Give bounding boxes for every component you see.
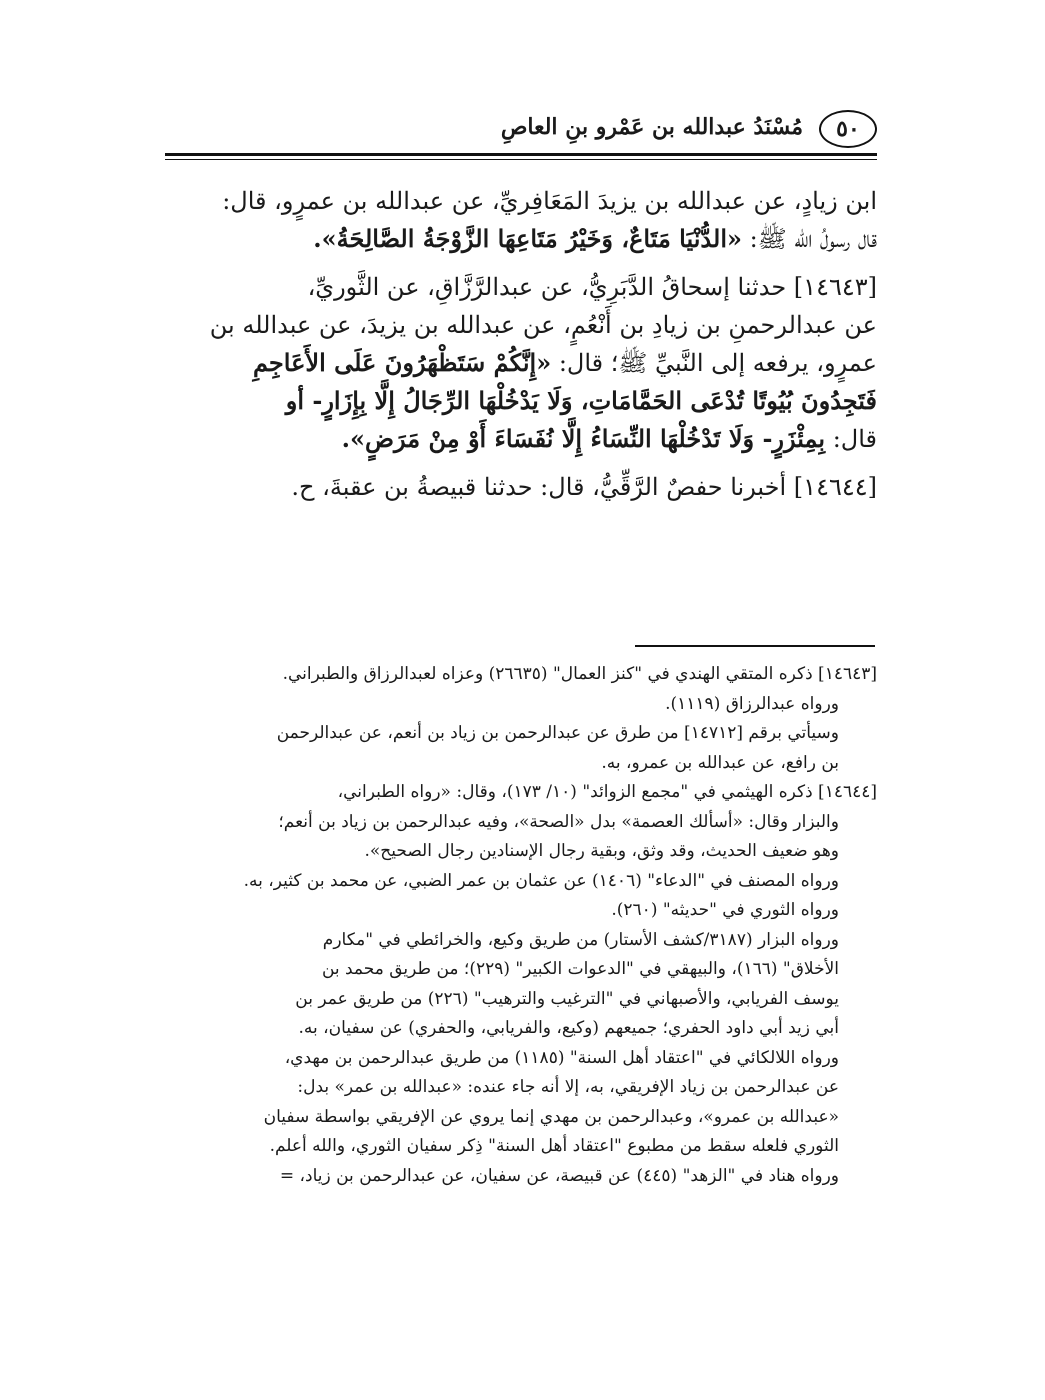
footnote-line: وهو ضعيف الحديث، وقد وثق، وبقية رجال الإسنادين رجال الصحيح».	[364, 841, 839, 861]
footnote-line: والبزار وقال: «أسألك العصمة» بدل «الصحة»، وفيه عبدالرحمن بن زياد بن أنعم؛	[278, 811, 839, 832]
text-span: عمرٍو، يرفعه إلى النَّبيِّ ﷺ؛ قال:	[551, 349, 877, 377]
footnote-line: «عبدالله بن عمرو»، وعبدالرحمن بن مهدي إنما يروي عن الإفريقي بواسطة سفيان	[263, 1106, 839, 1127]
footnote-line: يوسف الفريابي، والأصبهاني في "الترغيب والترهيب" (٢٢٦) من طريق عمر بن	[295, 988, 839, 1009]
footnote-line: ورواه عبدالرزاق (١١١٩).	[665, 693, 839, 714]
hadith-quote: «الدُّنْيَا مَتَاعٌ، وَخَيْرُ مَتَاعِهَا الزَّوْجَةُ الصَّالِحَةُ».	[313, 224, 742, 253]
footnote-line: ورواه المصنف في "الدعاء" (١٤٠٦) عن عثمان بن عمر الضبي، عن محمد بن كثير، به.	[243, 870, 839, 891]
footnote-line: ورواه هناد في "الزهد" (٤٤٥) عن قبيصة، عن سفيان، عن عبدالرحمن بن زياد، =	[279, 1165, 839, 1186]
text-line	[165, 344, 877, 382]
hadith-quote: «إِنَّكُمْ سَتَظْهَرُونَ عَلَى الأَعَاجِمِ	[252, 348, 552, 377]
text-span: قال رسولُ الله ﷺ:	[742, 225, 877, 253]
footnote-line: أبي زيد أبي داود الحفري؛ جميعهم (وكيع، والفريابي، والحفري) عن سفيان، به.	[298, 1018, 839, 1038]
running-header	[165, 108, 877, 152]
footnote-line: [١٤٦٤٤] ذكره الهيثمي في "مجمع الزوائد" (١٠/ ١٧٣)، وقال: «رواه الطبراني،	[337, 782, 877, 802]
text-line	[165, 220, 877, 258]
header-rule-thin	[165, 159, 877, 160]
footnote-divider	[635, 645, 875, 647]
main-text	[165, 182, 877, 506]
footnote-line: الأخلاق" (١٦٦)، والبيهقي في "الدعوات الكبير" (٢٢٩)؛ من طريق محمد بن	[321, 959, 839, 979]
footnote-line: ورواه اللالكائي في "اعتقاد أهل السنة" (١١٨٥) من طريق عبدالرحمن بن مهدي،	[284, 1047, 839, 1068]
footnote-line: الثوري فلعله سقط من مطبوع "اعتقاد أهل السنة" ذِكر سفيان الثوري، والله أعلم.	[269, 1136, 839, 1156]
footnote-line: بن رافع، عن عبدالله بن عمرو، به.	[601, 752, 839, 773]
text-line: عن عبدالرحمنِ بن زيادِ بن أَنْعُمٍ، عن عبدالله بن يزيدَ، عن عبدالله بن	[209, 311, 877, 339]
text-span: قال:	[825, 425, 877, 453]
page-number: ٥٠	[819, 110, 877, 148]
footnotes	[165, 660, 877, 1191]
footnote-line: [١٤٦٤٣] ذكره المتقي الهندي في "كنز العمال" (٢٦٦٣٥) وعزاه لعبدالرزاق والطبراني.	[282, 664, 877, 684]
header-rule-thick	[165, 153, 877, 156]
text-line	[165, 420, 877, 458]
footnote-line: ورواه البزار (٣١٨٧/كشف الأستار) من طريق وكيع، والخرائطي في "مكارم	[322, 929, 839, 950]
footnote-line: وسيأتي برقم [١٤٧١٢] من طرق عن عبدالرحمن بن زياد بن أنعم، عن عبدالرحمن	[276, 723, 839, 743]
hadith-14643-line: [١٤٦٤٣] حدثنا إسحاقُ الدَّبَرِيُّ، عن عبدالرَّزَّاقِ، عن الثَّوريِّ،	[307, 273, 877, 301]
header-title: مُسْنَدُ عبدالله بن عَمْرو بنِ العاصِ	[500, 114, 803, 140]
footnote-line: عن عبدالرحمن بن زياد الإفريقي، به، إلا أنه جاء عنده: «عبدالله بن عمر» بدل:	[297, 1077, 839, 1097]
footnote-line: ورواه الثوري في "حديثه" (٢٦٠).	[611, 900, 839, 920]
text-line: ابن زيادٍ، عن عبدالله بن يزيدَ المَعَافِريِّ، عن عبدالله بن عمرٍو، قال:	[222, 187, 877, 215]
hadith-quote: بِمِئْزَرٍ- وَلَا تَدْخُلْهَا النِّسَاءُ إِلَّا نُفَسَاءَ أَوْ مِنْ مَرَضٍ».	[341, 424, 826, 453]
hadith-14644-line: [١٤٦٤٤] أخبرنا حفصٌ الرَّقِّيُّ، قال: حدثنا قبيصةُ بن عقبةَ، ح.	[291, 473, 877, 501]
hadith-quote-line: فَتَجِدُونَ بُيُوتًا تُدْعَى الحَمَّامَاتِ، وَلَا يَدْخُلْهَا الرِّجَالُ إِلَّا بِإِزَارٍ- أو	[285, 386, 877, 415]
